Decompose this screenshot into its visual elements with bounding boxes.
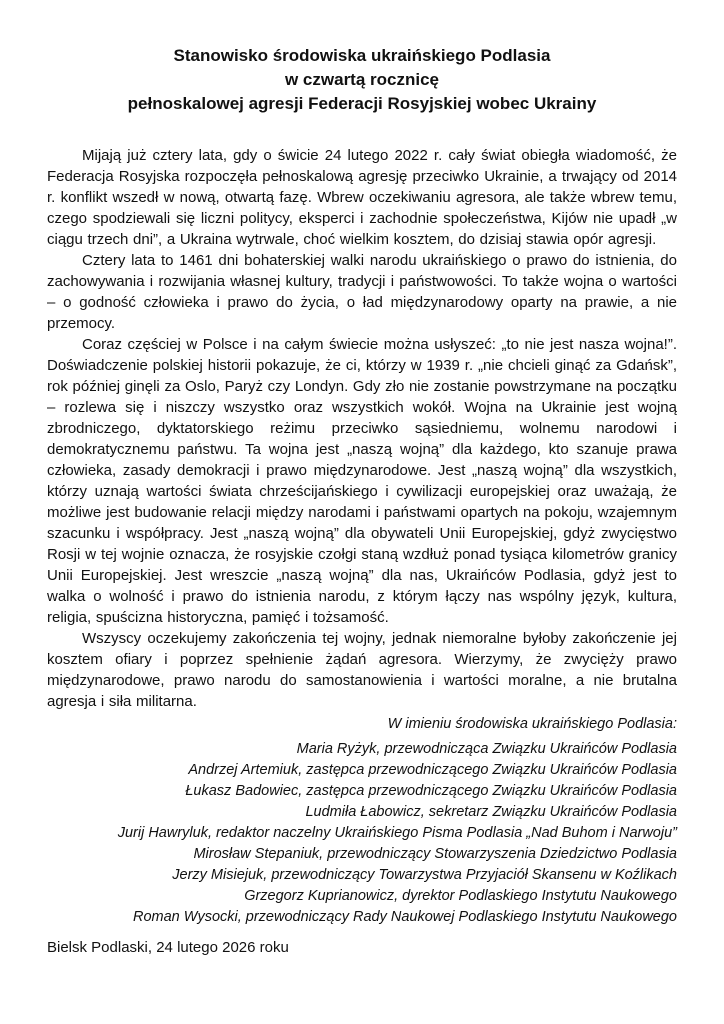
signature-line-8: Grzegorz Kuprianowicz, dyrektor Podlaskiego Instytutu Naukowego	[244, 888, 677, 904]
document-title	[47, 44, 677, 116]
body-paragraph-1: Mijają już cztery lata, gdy o świcie 24 lutego 2022 r. cały świat obiegła wiadomość, że Federacja Rosyjska rozpoczęła pełnoskalową agresję przeciwko Ukrainie, a trwający od 2014 r. konflikt wszedł w nową, otwartą fazę. Wbrew oczekiwaniu agresora, ale także wbrew temu, czego spodziewali się liczni politycy, eksperci i zachodnie społeczeństwa, Kijów nie upadł „w ciągu trzech dni”, a Ukraina wytrwale, choć wielkim kosztem, do dzisiaj stawia opór agresji.	[47, 147, 677, 248]
title-line-1: Stanowisko środowiska ukraińskiego Podlasia	[173, 46, 551, 65]
signature-line-5: Jurij Hawryluk, redaktor naczelny Ukraińskiego Pisma Podlasia „Nad Buhom i Narwoju”	[117, 825, 677, 841]
title-line-2: w czwartą rocznicę	[284, 70, 439, 89]
signature-line-3: Łukasz Badowiec, zastępca przewodniczącego Związku Ukraińców Podlasia	[185, 783, 677, 799]
signature-line-7: Jerzy Misiejuk, przewodniczący Towarzystwa Przyjaciół Skansenu w Koźlikach	[172, 867, 677, 883]
body-paragraph-3: Coraz częściej w Polsce i na całym świecie można usłyszeć: „to nie jest nasza wojna!”. Doświadczenie polskiej historii pokazuje, że ci, którzy w 1939 r. „nie chcieli ginąć za Gdańsk”, rok później ginęli za Oslo, Paryż czy Londyn. Gdy zło nie zostanie powstrzymane na początku – rozlewa się i niszczy wszystko oraz wszystkich wokół. Wojna na Ukrainie jest wojną zbrodniczego, dyktatorskiego reżimu przeciwko sąsiedniemu, wolnemu narodowi i demokratycznemu państwu. Ta wojna jest „naszą wojną” dla każdego, kto szanuje prawa człowieka, zasady demokracji i prawo międzynarodowe. Jest „naszą wojną” dla wszystkich, którzy uznają wartości świata chrześcijańskiego i cywilizacji europejskiej oraz uważają, że możliwe jest budowanie relacji między narodami i państwami opartych na pokoju, wzajemnym szacunku i współpracy. Jest „naszą wojną” dla obywateli Unii Europejskiej, gdyż zwycięstwo Rosji w tej wojnie oznacza, że rosyjskie czołgi staną wzdłuż ponad tysiąca kilometrów granicy Unii Europejskiej. Jest wreszcie „naszą wojną” dla nas, Ukraińców Podlasia, gdyż jest to walka o wolność i prawo do istnienia narodu, z którym łączy nas wspólny język, kultura, religia, spuścizna historyczna, pamięć i tożsamość.	[47, 336, 677, 626]
signature-block	[47, 714, 677, 928]
place-date-line: Bielsk Podlaski, 24 lutego 2026 roku	[47, 939, 289, 956]
document-body	[47, 145, 677, 712]
signature-line-1: Maria Ryżyk, przewodnicząca Związku Ukraińców Podlasia	[296, 741, 677, 757]
body-paragraph-2: Cztery lata to 1461 dni bohaterskiej walki narodu ukraińskiego o prawo do istnienia, do zachowywania i rozwijania własnej kultury, tradycji i państwowości. To także wojna o wartości – o godność człowieka i prawo do życia, o ład międzynarodowy oparty na prawie, a nie przemocy.	[47, 252, 677, 332]
signature-line-2: Andrzej Artemiuk, zastępca przewodniczącego Związku Ukraińców Podlasia	[188, 762, 677, 778]
body-paragraph-4: Wszyscy oczekujemy zakończenia tej wojny, jednak niemoralne byłoby zakończenie jej kosztem ofiary i poprzez spełnienie żądań agresora. Wierzymy, że zwycięży prawo międzynarodowe, prawo narodu do samostanowienia i wartości moralne, a nie brutalna agresja i siła militarna.	[47, 630, 677, 710]
title-line-3: pełnoskalowej agresji Federacji Rosyjskiej wobec Ukrainy	[127, 94, 597, 113]
signature-line-4: Ludmiła Łabowicz, sekretarz Związku Ukraińców Podlasia	[305, 804, 677, 820]
signature-line-6: Mirosław Stepaniuk, przewodniczący Stowarzyszenia Dziedzictwo Podlasia	[193, 846, 677, 862]
signature-intro: W imieniu środowiska ukraińskiego Podlasia:	[387, 716, 677, 732]
signature-line-9: Roman Wysocki, przewodniczący Rady Naukowej Podlaskiego Instytutu Naukowego	[132, 909, 677, 925]
